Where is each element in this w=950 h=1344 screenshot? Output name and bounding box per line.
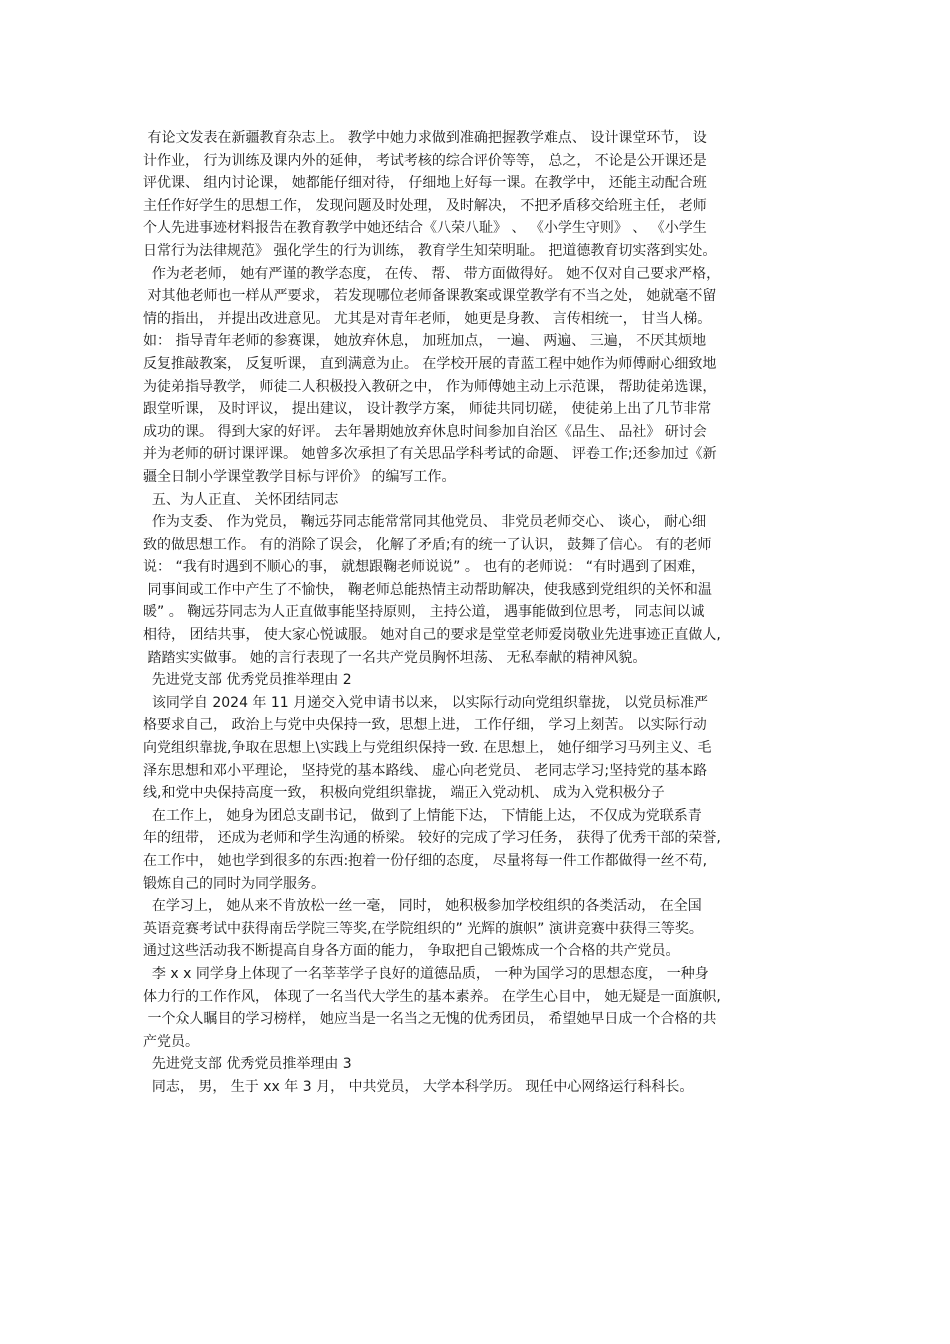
text-line: 作为支委、 作为党员， 鞠远芬同志能常常同其他党员、 非党员老师交心、 谈心， 耐心细	[143, 514, 707, 531]
text-line: 在工作上， 她身为团总支副书记， 做到了上情能下达， 下情能上达， 不仅成为党联系青	[143, 807, 702, 824]
text-line: 同志， 男， 生于 xx 年 3 月， 中共党员， 大学本科学历。 现任中心网络运行科科长。	[143, 1078, 694, 1095]
text-line: 如： 指导青年老师的参赛课， 她放弃休息， 加班加点， 一遍、 两遍、 三遍， 不厌其烦地	[143, 333, 707, 350]
text-line: 产党员。	[143, 1033, 199, 1050]
text-line: 英语竞赛考试中获得南岳学院三等奖,在学院组织的” 光辉的旗帜” 演讲竞赛中获得三等奖。	[143, 920, 703, 937]
text-line: 同事间或工作中产生了不愉快， 鞠老师总能热情主动帮助解决，使我感到党组织的关怀和温	[143, 581, 712, 598]
section-heading: 先进党支部 优秀党员推举理由 3	[143, 1056, 352, 1073]
text-line: 跟堂听课， 及时评议， 提出建议， 设计教学方案， 师徒共同切磋， 使徒弟上出了几节非常	[143, 401, 712, 418]
text-line: 疆全日制小学课堂教学目标与评价》 的编写工作。	[143, 468, 456, 485]
text-line: 体力行的工作作风， 体现了一名当代大学生的基本素养。 在学生心目中， 她无疑是一面旗帜,	[143, 988, 721, 1005]
text-line: 成功的课。 得到大家的好评。 去年暑期她放弃休息时间参加自治区《品生、 品社》 研讨会	[143, 423, 707, 440]
text-line: 个人先进事迹材料报告在教育教学中她还结合《八荣八耻》 、 《小学生守则》 、 《小学生	[143, 220, 707, 237]
text-line: 锻炼自己的同时为同学服务。	[143, 875, 325, 892]
text-line: 致的做思想工作。 有的消除了误会， 化解了矛盾;有的统一了认识， 鼓舞了信心。 有的老师	[143, 536, 712, 553]
text-line: 主任作好学生的思想工作， 发现问题及时处理， 及时解决， 不把矛盾移交给班主任， 老师	[143, 197, 707, 214]
text-line: 为徒弟指导教学， 师徒二人积极投入教研之中， 作为师傅她主动上示范课， 帮助徒弟选课，	[143, 378, 717, 395]
text-line: 在工作中， 她也学到很多的东西:抱着一份仔细的态度， 尽量将每一件工作都做得一丝不苟,	[143, 853, 708, 869]
text-line: 线,和党中央保持高度一致， 积极向党组织靠拢， 端正入党动机、 成为入党积极分子	[143, 785, 665, 802]
text-line: 泽东思想和邓小平理论， 坚持党的基本路线、 虚心向老党员、 老同志学习;坚持党的基本路	[143, 762, 708, 779]
text-line: 并为老师的研讨课评课。 她曾多次承担了有关思品学科考试的命题、 评卷工作;还参加过《新	[143, 446, 717, 463]
section-heading: 五、为人正直、 关怀团结同志	[143, 491, 339, 508]
text-line: 在学习上， 她从来不肯放松一丝一毫， 同时， 她积极参加学校组织的各类活动， 在全国	[143, 898, 702, 915]
text-line: 情的指出， 并提出改进意见。 尤其是对青年老师， 她更是身教、 言传相统一， 甘当人梯。	[143, 310, 712, 327]
text-line: 通过这些活动我不断提高自身各方面的能力， 争取把自己锻炼成一个合格的共产党员。	[143, 943, 680, 960]
text-line: 年的纽带， 还成为老师和学生沟通的桥梁。 较好的完成了学习任务， 获得了优秀干部的荣誉,	[143, 830, 721, 847]
text-line: 计作业， 行为训练及课内外的延伸， 考试考核的综合评价等等， 总之， 不论是公开课还是	[143, 152, 707, 169]
text-line: 相待， 团结共事， 使大家心悦诚服。 她对自己的要求是堂堂老师爱岗敬业先进事迹正直做人,	[143, 627, 721, 644]
text-line: 该同学自 2024 年 11 月递交入党申请书以来， 以实际行动向党组织靠拢， 以党员标准严	[143, 694, 709, 711]
text-line: 向党组织靠拢,争取在思想上\实践上与党组织保持一致. 在思想上， 她仔细学习马列主义、毛	[143, 740, 712, 757]
text-line: 有论文发表在新疆教育杂志上。 教学中她力求做到准确把握教学难点、 设计课堂环节， 设	[143, 130, 707, 146]
document-body	[143, 127, 813, 1099]
text-line: 作为老老师， 她有严谨的教学态度， 在传、 帮、 带方面做得好。 她不仅对自己要求严格，	[143, 265, 721, 282]
text-line: 一个众人瞩目的学习榜样， 她应当是一名当之无愧的优秀团员， 希望她早日成一个合格的共	[143, 1011, 717, 1028]
section-heading: 先进党支部 优秀党员推举理由 2	[143, 672, 352, 689]
text-line: 评优课、 组内讨论课， 她都能仔细对待， 仔细地上好每一课。在教学中， 还能主动配合班	[143, 175, 707, 192]
text-line: 格要求自己， 政治上与党中央保持一致，思想上进， 工作仔细， 学习上刻苦。 以实际行动	[143, 717, 707, 734]
text-line: 对其他老师也一样从严要求， 若发现哪位老师备课教案或课堂教学有不当之处， 她就毫不留	[143, 288, 717, 305]
text-line: 说： “我有时遇到不顺心的事， 就想跟鞠老师说说” 。 也有的老师说： “有时遇到了困难，	[143, 559, 706, 576]
text-line: 暖” 。 鞠远芬同志为人正直做事能坚持原则， 主持公道， 遇事能做到位思考， 同志间以诚	[143, 604, 705, 621]
text-line: 日常行为法律规范》 强化学生的行为训练， 教育学生知荣明耻。 把道德教育切实落到实处。	[143, 242, 717, 259]
text-line: 反复推敲教案， 反复听课， 直到满意为止。 在学校开展的青蓝工程中她作为师傅耐心细致地	[143, 355, 717, 372]
text-line: 李 x x 同学身上体现了一名莘莘学子良好的道德品质， 一种为国学习的思想态度， 一种身	[143, 965, 709, 982]
text-line: 踏踏实实做事。 她的言行表现了一名共产党员胸怀坦荡、 无私奉献的精神风貌。	[143, 649, 647, 666]
